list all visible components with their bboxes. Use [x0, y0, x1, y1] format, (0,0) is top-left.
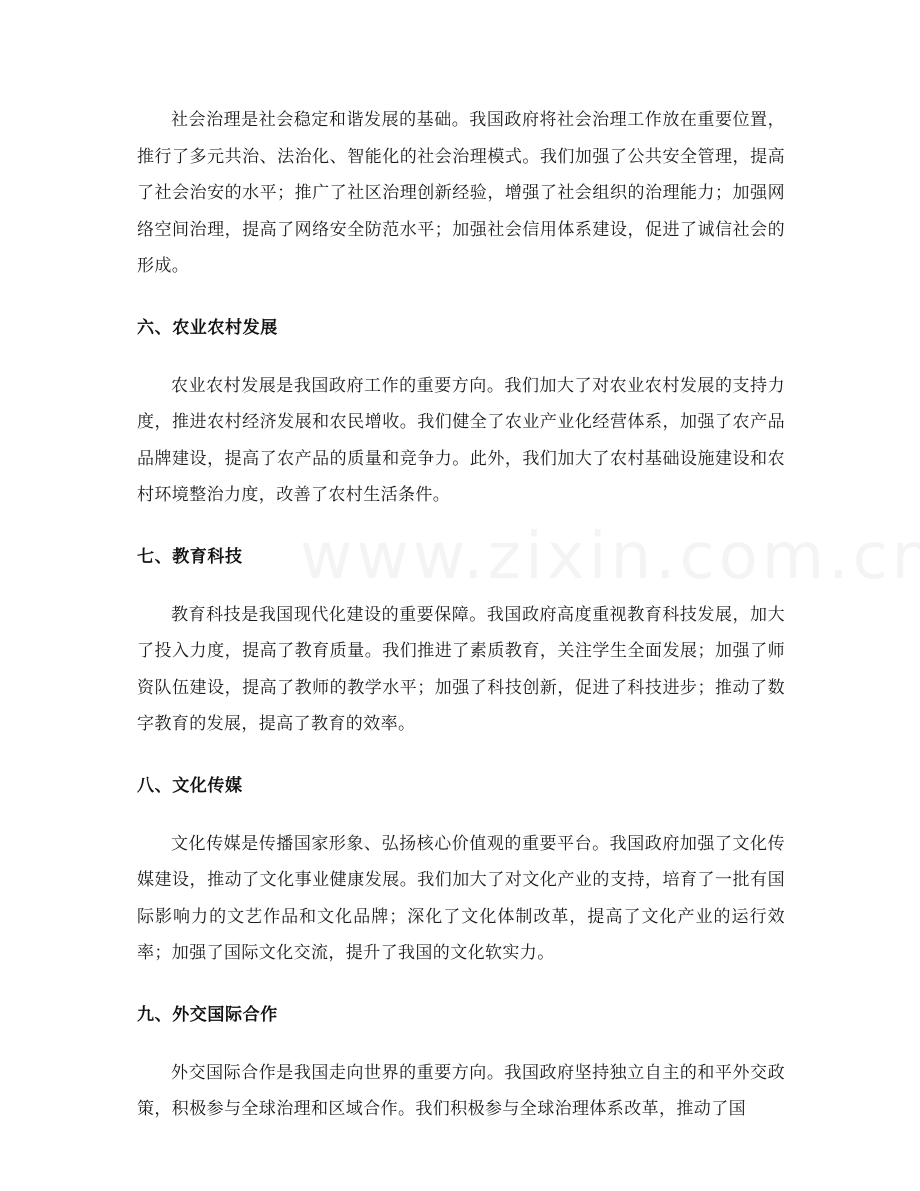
- section-heading-education: 七、教育科技: [137, 546, 243, 567]
- paragraph-culture: 文化传媒是传播国家形象、弘扬核心价值观的重要平台。我国政府加强了文化传媒建设，推动了文化事业健康发展。我们加大了对文化产业的支持，培育了一批有国际影响力的文艺作品和文化品牌；深化了文化体制改革，提高了文化产业的运行效率；加强了国际文化交流，提升了我国的文化软实力。: [137, 833, 785, 963]
- paragraph-education: 教育科技是我国现代化建设的重要保障。我国政府高度重视教育科技发展，加大了投入力度，提高了教育质量。我们推进了素质教育，关注学生全面发展；加强了师资队伍建设，提高了教师的教学水平；加强了科技创新，促进了科技进步；推动了数字教育的发展，提高了教育的效率。: [137, 604, 785, 734]
- paragraph-diplomacy: 外交国际合作是我国走向世界的重要方向。我国政府坚持独立自主的和平外交政策，积极参与全球治理和区域合作。我们积极参与全球治理体系改革，推动了国: [137, 1062, 785, 1119]
- document-body: [137, 102, 785, 1128]
- section-heading-culture: 八、文化传媒: [137, 775, 243, 796]
- paragraph-agriculture: 农业农村发展是我国政府工作的重要方向。我们加大了对农业农村发展的支持力度，推进农村经济发展和农民增收。我们健全了农业产业化经营体系，加强了农产品品牌建设，提高了农产品的质量和竞争力。此外，我们加大了农村基础设施建设和农村环境整治力度，改善了农村生活条件。: [137, 375, 785, 505]
- paragraph-social-governance: 社会治理是社会稳定和谐发展的基础。我国政府将社会治理工作放在重要位置，推行了多元共治、法治化、智能化的社会治理模式。我们加强了公共安全管理，提高了社会治安的水平；推广了社区治理创新经验，增强了社会组织的治理能力；加强网络空间治理，提高了网络安全防范水平；加强社会信用体系建设，促进了诚信社会的形成。: [137, 110, 785, 276]
- section-heading-agriculture: 六、农业农村发展: [137, 317, 278, 338]
- section-heading-diplomacy: 九、外交国际合作: [137, 1004, 278, 1025]
